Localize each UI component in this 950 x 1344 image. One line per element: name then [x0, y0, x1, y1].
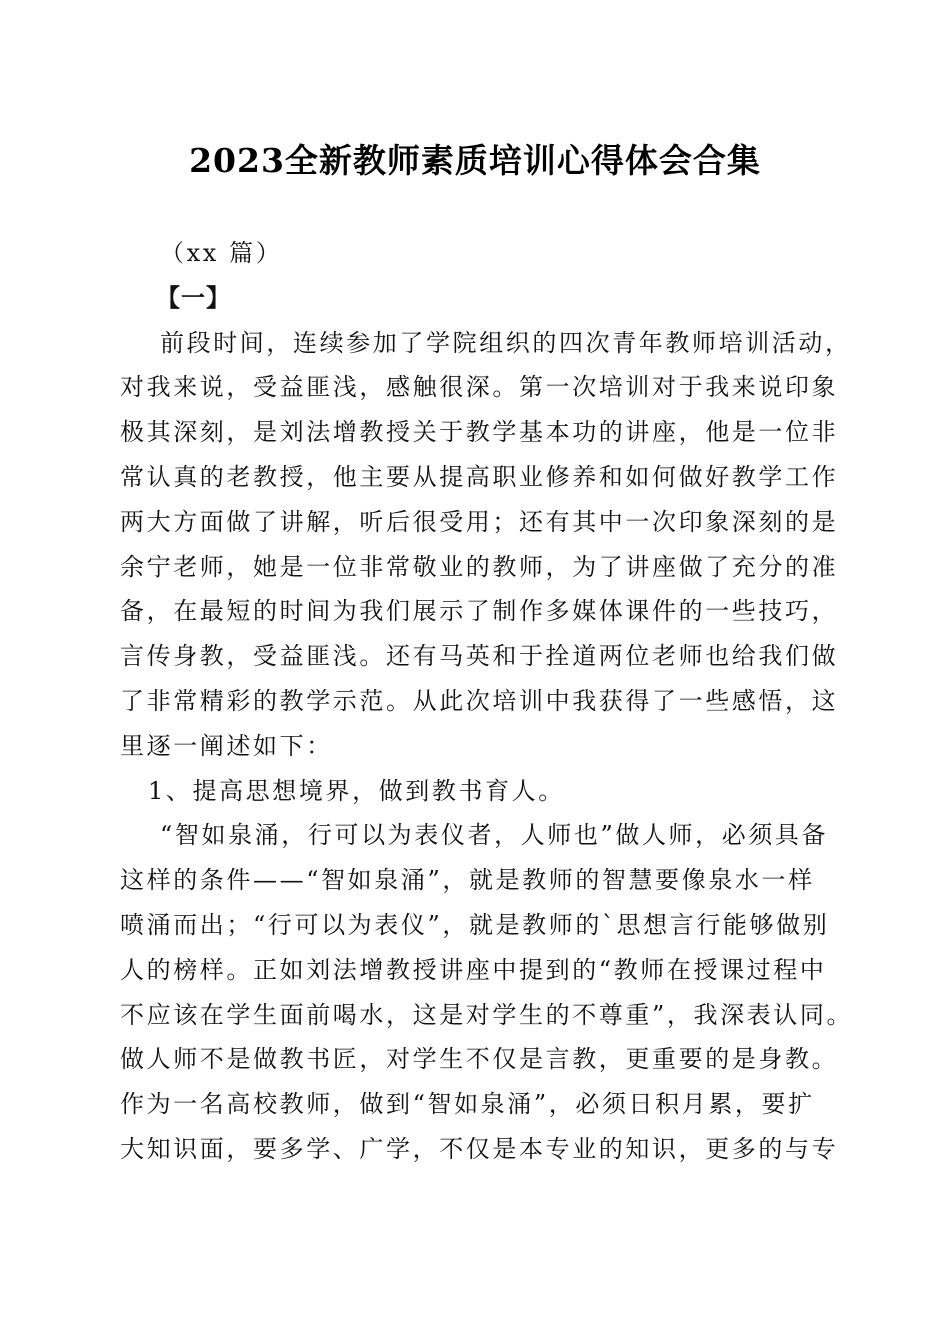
document-body: [120, 231, 854, 1172]
paragraph-line: 前段时间，连续参加了学院组织的四次青年教师培训活动，: [160, 328, 852, 357]
paragraph-line: 作为一名高校教师，做到“智如泉涌”，必须日积月累，要扩: [120, 1090, 815, 1119]
subtitle-count: （xx 篇）: [160, 239, 283, 267]
section-heading: 1、提高思想境界，做到教书育人。: [148, 776, 565, 805]
paragraph-line: 大知识面，要多学、广学，不仅是本专业的知识，更多的与专: [120, 1134, 839, 1163]
paragraph-line: 言传身教，受益匪浅。还有马英和于拴道两位老师也给我们做: [120, 642, 839, 671]
paragraph-line: 人的榜样。正如刘法增教授讲座中提到的“教师在授课过程中: [120, 955, 827, 984]
paragraph-line: 极其深刻，是刘法增教授关于教学基本功的讲座，他是一位非: [120, 418, 839, 447]
paragraph-line: 不应该在学生面前喝水，这是对学生的不尊重”，我深表认同。: [120, 1000, 854, 1029]
paragraph-line: 里逐一阐述如下：: [120, 731, 333, 760]
paragraph-line: 对我来说，受益匪浅，感触很深。第一次培训对于我来说印象: [120, 373, 839, 402]
paragraph-line: 两大方面做了讲解，听后很受用；还有其中一次印象深刻的是: [120, 507, 839, 536]
paragraph-line: 备，在最短的时间为我们展示了制作多媒体课件的一些技巧，: [120, 597, 839, 626]
paragraph-line: 这样的条件——“智如泉涌”，就是教师的智慧要像泉水一样: [120, 866, 815, 895]
paragraph-line: 喷涌而出；“行可以为表仪”，就是教师的`思想言行能够做别: [120, 910, 830, 939]
paragraph-line: 余宁老师，她是一位非常敬业的教师，为了讲座做了充分的准: [120, 552, 839, 581]
paragraph-line: 做人师不是做教书匠，对学生不仅是言教，更重要的是身教。: [120, 1045, 839, 1074]
paragraph-line: 了非常精彩的教学示范。从此次培训中我获得了一些感悟，这: [120, 686, 839, 715]
paragraph-line: “智如泉涌，行可以为表仪者，人师也”做人师，必须具备: [160, 821, 829, 850]
paragraph-line: 常认真的老教授，他主要从提高职业修养和如何做好教学工作: [120, 462, 839, 491]
section-marker: 【一】: [156, 282, 231, 312]
document-title: 2023全新教师素质培训心得体会合集: [189, 141, 761, 180]
